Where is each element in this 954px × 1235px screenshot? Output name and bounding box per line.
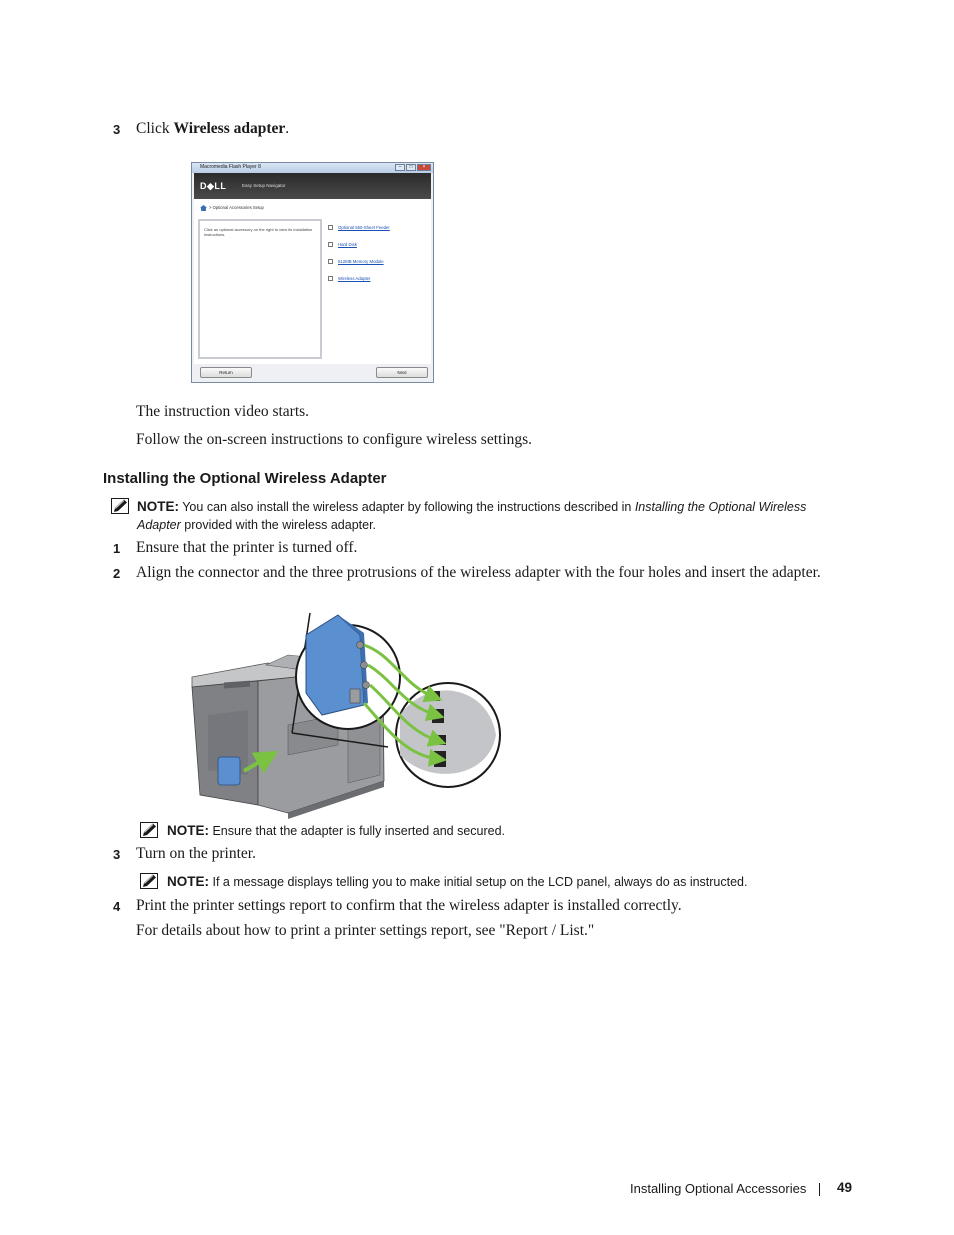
page-number: 49 — [837, 1180, 853, 1195]
step-text-prefix: Click — [136, 120, 174, 137]
paragraph: For details about how to print a printer settings report, see "Report / List." — [136, 922, 595, 939]
app-subtitle: Easy Setup Navigator — [242, 183, 286, 188]
bullet-icon — [328, 242, 333, 247]
step-number: 1 — [113, 541, 121, 556]
note-pencil-icon — [111, 498, 129, 514]
app-content — [194, 199, 431, 364]
step-text-emphasis: Wireless adapter — [173, 120, 286, 137]
link-label: 512MB Memory Module — [338, 259, 384, 264]
link-optional-feeder[interactable] — [328, 225, 390, 230]
paragraph: Follow the on-screen instructions to configure wireless settings. — [136, 431, 533, 448]
step-number: 3 — [113, 122, 121, 137]
step-number: 4 — [113, 899, 121, 914]
next-button[interactable]: Next — [376, 367, 428, 378]
note-pencil-icon — [140, 873, 158, 889]
dell-logo: D◆LL — [200, 181, 227, 191]
note-text: If a message displays telling you to make initial setup on the LCD panel, always do as instructed. — [209, 875, 748, 889]
window-titlebar — [192, 163, 433, 173]
link-label: Optional 550-Sheet Feeder — [338, 225, 390, 230]
bullet-icon — [328, 225, 333, 230]
instruction-text: Click an optional accessory on the right to view its installation instructions. — [204, 227, 313, 237]
close-button[interactable]: × — [417, 164, 431, 171]
link-hard-disk[interactable] — [328, 242, 357, 247]
app-footer — [194, 364, 431, 380]
note-text: You can also install the wireless adapter by following the instructions described in — [179, 500, 635, 514]
breadcrumb-text: > Optional Accessories Setup — [209, 205, 264, 211]
step-text: Turn on the printer. — [136, 845, 256, 862]
step-text: Print the printer settings report to confirm that the wireless adapter is installed correctly. — [136, 897, 682, 914]
home-icon[interactable] — [200, 205, 207, 211]
footer-section-title: Installing Optional Accessories — [630, 1181, 807, 1196]
step-text — [136, 120, 289, 138]
note-text: provided with the wireless adapter. — [180, 518, 377, 532]
bullet-icon — [328, 259, 333, 264]
window-title: Macromedia Flash Player 8 — [200, 164, 261, 170]
link-memory-module[interactable] — [328, 259, 384, 264]
section-heading: Installing the Optional Wireless Adapter — [103, 470, 387, 487]
minimize-button[interactable]: – — [395, 164, 405, 171]
breadcrumb — [200, 205, 264, 211]
bullet-icon — [328, 276, 333, 281]
note-label: NOTE: — [167, 823, 209, 838]
maximize-button[interactable]: □ — [406, 164, 416, 171]
note-pencil-icon — [140, 822, 158, 838]
note-reference: Installing the Optional Wireless Adapter — [137, 500, 807, 532]
link-label: Hard Disk — [338, 242, 357, 247]
step-text: Align the connector and the three protrusions of the wireless adapter with the four holes and insert the adapter. — [136, 564, 821, 581]
app-banner — [194, 173, 431, 199]
adapter-small — [218, 757, 240, 785]
printer-adapter-illustration — [188, 605, 504, 820]
footer-separator — [819, 1183, 820, 1196]
setup-navigator-screenshot — [191, 162, 434, 383]
step-text: Ensure that the printer is turned off. — [136, 539, 358, 556]
step-text-suffix: . — [285, 120, 290, 137]
note-label: NOTE: — [167, 874, 209, 889]
note-3 — [167, 873, 747, 891]
link-label: Wireless Adapter — [338, 276, 371, 281]
note-label: NOTE: — [137, 499, 179, 514]
note-text: Ensure that the adapter is fully inserted and secured. — [209, 824, 506, 838]
return-button[interactable]: Return — [200, 367, 252, 378]
instruction-pane — [198, 219, 322, 359]
note-1 — [137, 498, 837, 534]
note-2 — [167, 822, 505, 840]
step-number: 2 — [113, 566, 121, 581]
link-wireless-adapter[interactable] — [328, 276, 370, 281]
step-number: 3 — [113, 847, 121, 862]
paragraph: The instruction video starts. — [136, 403, 310, 420]
